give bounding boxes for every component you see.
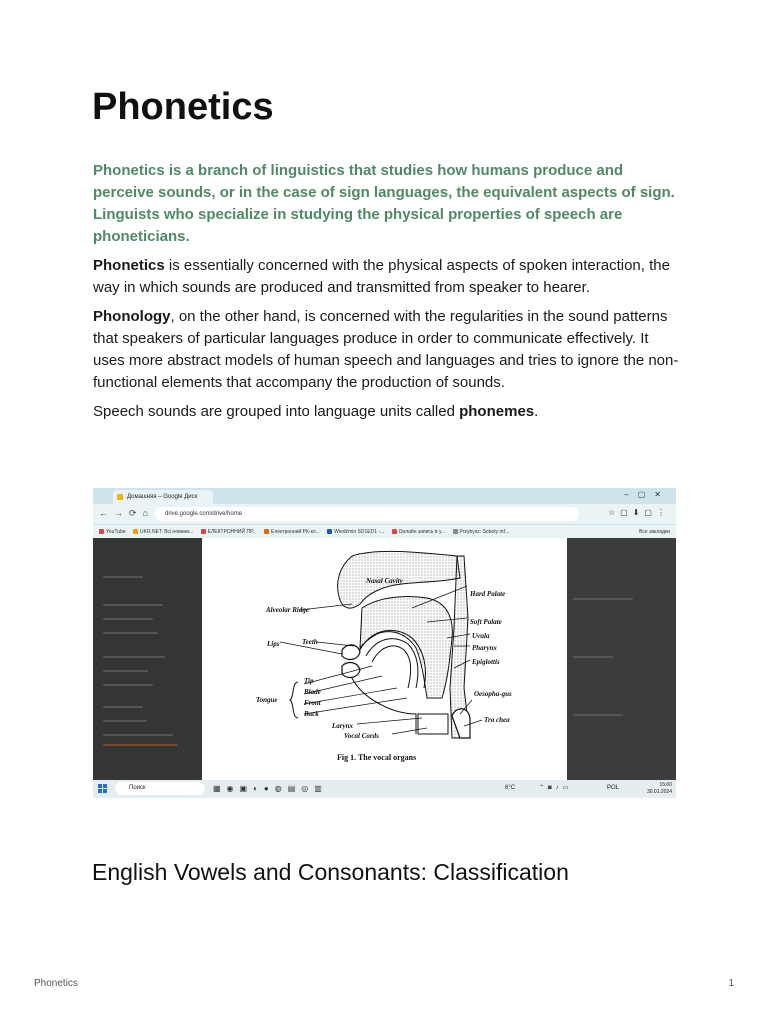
drive-sidebar xyxy=(93,538,202,780)
label-pharynx: Pharynx xyxy=(472,644,497,652)
browser-tab xyxy=(113,490,213,504)
phonemes-paragraph xyxy=(93,401,683,423)
label-nasal-cavity: Nasal Cavity xyxy=(366,577,403,585)
label-tongue: Tongue xyxy=(256,696,278,704)
clock-date: 30.01.2024 xyxy=(646,789,672,795)
page-title: Phonetics xyxy=(92,86,274,128)
label-hard-palate: Hard Palate xyxy=(470,590,506,598)
label-alveolar-ridge: Alveolar Ridge xyxy=(266,606,309,614)
figure-caption: Fig 1. The vocal organs xyxy=(337,753,417,762)
term-phonetics: Phonetics xyxy=(93,257,165,274)
phonetics-text: is essentially concerned with the physical aspects of spoken interaction, the way in which sounds are produced and transmitted from speaker to hearer. xyxy=(93,257,670,296)
label-blade: Blade xyxy=(304,688,321,696)
bookmark-icon xyxy=(99,529,104,534)
window-controls: –▢✕ xyxy=(624,490,670,499)
label-soft-palate: Soft Palate xyxy=(470,618,502,626)
bookmarks-bar xyxy=(93,524,676,539)
bookmark-item: UKR.NET: Всі новини... xyxy=(133,525,193,539)
windows-start-icon xyxy=(98,784,107,793)
term-phonology: Phonology xyxy=(93,308,171,325)
phonemes-end: . xyxy=(534,403,539,420)
all-bookmarks: Все закладки xyxy=(639,529,670,535)
system-tray-icons: ⌃◙♪▭ xyxy=(539,785,573,791)
label-larynx: Larynx xyxy=(332,722,353,730)
clock-time: 15:00 xyxy=(659,782,672,788)
label-tip: Tip xyxy=(304,677,314,685)
language-indicator: POL xyxy=(607,785,620,791)
phonemes-text: Speech sounds are grouped into language units called xyxy=(93,403,460,420)
label-teeth: Teeth xyxy=(302,638,318,646)
phonology-text: , on the other hand, is concerned with the regularities in the sound patterns that speakers of particular languages produce in order to communicate effectively. It uses more abstract models of human speech and languages and tries to ignore the non-functional elements that accompany the production of sounds. xyxy=(93,308,679,391)
weather-indicator: 6°C xyxy=(505,785,516,791)
browser-address-bar xyxy=(93,504,676,524)
drive-right-panel xyxy=(567,538,676,780)
phonetics-paragraph xyxy=(93,255,683,299)
vocal-organs-diagram xyxy=(202,538,567,780)
bookmark-icon xyxy=(133,529,138,534)
label-oesophagus: Oesopha-gus xyxy=(474,690,512,698)
taskbar-app-icons: ▦◉▣◐●◍▤◎▥ xyxy=(213,784,328,793)
url-field: drive.google.com/drive/home xyxy=(155,507,579,521)
browser-tab-bar xyxy=(93,488,676,504)
bookmark-item: Онлайн запись в у... xyxy=(392,525,446,539)
label-trachea: Tra chea xyxy=(484,716,510,724)
tab-title: Домашняя – Google Диск xyxy=(127,494,198,500)
taskbar-search: Поиск xyxy=(115,782,205,795)
embedded-screenshot xyxy=(93,488,676,798)
page-number: 1 xyxy=(728,978,734,989)
label-back: Back xyxy=(304,710,319,718)
bookmark-item: ЕЛЕКТРОННИЙ ПР... xyxy=(201,525,257,539)
section-heading: English Vowels and Consonants: Classification xyxy=(92,859,569,885)
footer-title: Phonetics xyxy=(34,978,78,989)
bookmark-icon xyxy=(453,529,458,534)
bookmark-item: Електронний РК-ко... xyxy=(264,525,320,539)
bookmark-item: YouTube xyxy=(99,525,126,539)
phonology-paragraph xyxy=(93,306,683,394)
label-uvula: Uvula xyxy=(472,632,490,640)
bookmark-item: Przybysz: Soboty inf... xyxy=(453,525,509,539)
taskbar-clock xyxy=(647,782,672,796)
label-epiglottis: Epiglottis xyxy=(472,658,500,666)
label-vocal-cords: Vocal Cords xyxy=(344,732,379,740)
label-lips: Lips xyxy=(267,640,280,648)
bookmark-icon xyxy=(327,529,332,534)
windows-taskbar xyxy=(93,780,676,798)
image-viewer xyxy=(202,538,567,780)
bookmark-icon xyxy=(392,529,397,534)
label-front: Front xyxy=(304,699,321,707)
intro-paragraph: Phonetics is a branch of linguistics that studies how humans produce and perceive sounds, or in the case of sign languages, the equivalent aspects of sign. Linguists who specialize in studying the physical properties of speech are phoneticians. xyxy=(93,162,675,245)
bookmark-icon xyxy=(264,529,269,534)
term-phonemes: phonemes xyxy=(459,403,535,420)
bookmark-icon xyxy=(201,529,206,534)
nav-arrows-icon: ←→⟳⌂ xyxy=(99,508,154,518)
article-body xyxy=(93,160,683,430)
drive-icon xyxy=(117,494,123,500)
bookmark-item: Wiedźmin SD1ED1 -... xyxy=(327,525,384,539)
browser-tools-icon: ☆▢⬇▢⋮ xyxy=(608,508,670,517)
